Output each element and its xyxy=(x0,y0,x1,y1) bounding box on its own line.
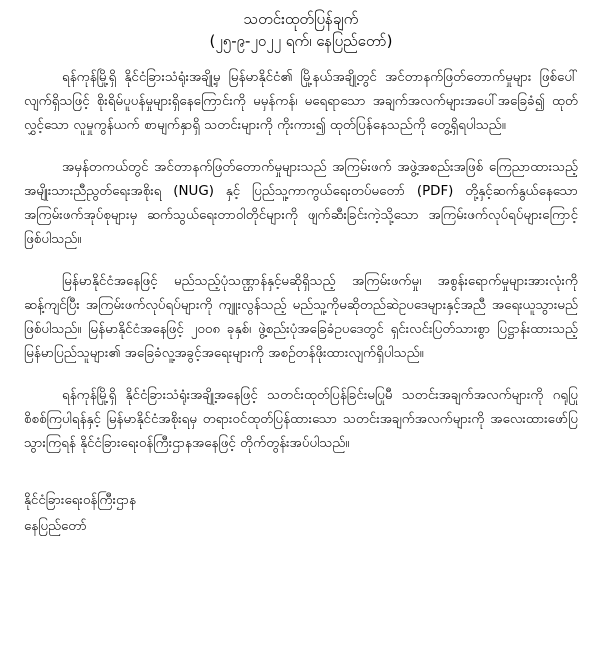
paragraph-1: ရန်ကုန်မြို့ရှိ နိုင်ငံခြားသံရုံးအချို့မှ မြန်မာနိုင်ငံ၏ မြို့နယ်အချို့တွင် အင်တာနက်ဖြတ်တောက်မှုများ ဖြစ်ပေါ်လျက်ရှိသဖြင့် စိုးရိမ်ပူပန်မှုများရှိနေကြောင်းကို မမှန်ကန်၊ မရေရာသော အချက်အလက်များအပေါ်အခြေခံ၍ ထုတ်လွှင့်သော လူမှုကွန်ယက် စာမျက်နှာရှိ သတင်းများကို ကိုးကား၍ ထုတ်ပြန်နေသည်ကို တွေ့ရှိရပါသည်။ xyxy=(24,70,578,133)
paragraph-2: အမှန်တကယ်တွင် အင်တာနက်ဖြတ်တောက်မှုများသည် အကြမ်းဖက် အဖွဲ့အစည်းအဖြစ် ကြေညာထားသည့် အမျိုးသားညီညွတ်ရေးအစိုးရ (NUG) နှင့် ပြည်သူ့ကာကွယ်ရေးတပ်မတော် (PDF) တို့နှင့်ဆက်နွယ်နေသော အကြမ်းဖက်အုပ်စုများမှ ဆက်သွယ်ရေးတာဝါတိုင်များကို ဖျက်ဆီးခြင်းကဲ့သို့သော အကြမ်းဖက်လုပ်ရပ်များကြောင့်ဖြစ်ပါသည်။ xyxy=(24,160,578,247)
signature-ministry: နိုင်ငံခြားရေးဝန်ကြီးဌာန xyxy=(24,493,136,508)
paragraph-4: ရန်ကုန်မြို့ရှိ နိုင်ငံခြားသံရုံးအချို့အနေဖြင့် သတင်းထုတ်ပြန်ခြင်းမပြုမီ သတင်းအချက်အလက်များကို ဂရုပြုစိစစ်ကြပါရန်နှင့် မြန်မာနိုင်ငံအစိုးရမှ တရားဝင်ထုတ်ပြန်ထားသော သတင်းအချက်အလက်များကို အလေးထားဖော်ပြသွားကြရန် နိုင်ငံခြားရေးဝန်ကြီးဌာနအနေဖြင့် တိုက်တွန်းအပ်ပါသည်။ xyxy=(24,388,578,451)
statement-title: သတင်းထုတ်ပြန်ချက် xyxy=(243,10,359,28)
statement-date: (၂၅-၉-၂၀၂၂ ရက်၊ နေပြည်တော်) xyxy=(209,32,393,50)
paragraph-3: မြန်မာနိုင်ငံအနေဖြင့် မည်သည့်ပုံသဏ္ဌာန်နှင့်မဆိုရှိသည့် အကြမ်းဖက်မှု၊ အစွန်းရောက်မှုများအားလုံးကို ဆန့်ကျင်ပြီး အကြမ်းဖက်လုပ်ရပ်များကို ကျူးလွန်သည့် မည်သူ့ကိုမဆိုတည်ဆဲဥပဒေများနှင့်အညီ အရေးယူသွားမည်ဖြစ်ပါသည်။ မြန်မာနိုင်ငံအနေဖြင့် ၂၀၀၈ ခုနှစ်၊ ဖွဲ့စည်းပုံအခြေခံဥပဒေတွင် ရှင်းလင်းပြတ်သားစွာ ပြဋ္ဌာန်းထားသည့် မြန်မာပြည်သူများ၏ အခြေခံလူ့အခွင့်အရေးများကို အစဉ်တန်ဖိုးထားလျက်ရှိပါသည်။ xyxy=(24,274,578,361)
signature-city: နေပြည်တော် xyxy=(24,519,87,534)
signature-block xyxy=(24,488,578,540)
